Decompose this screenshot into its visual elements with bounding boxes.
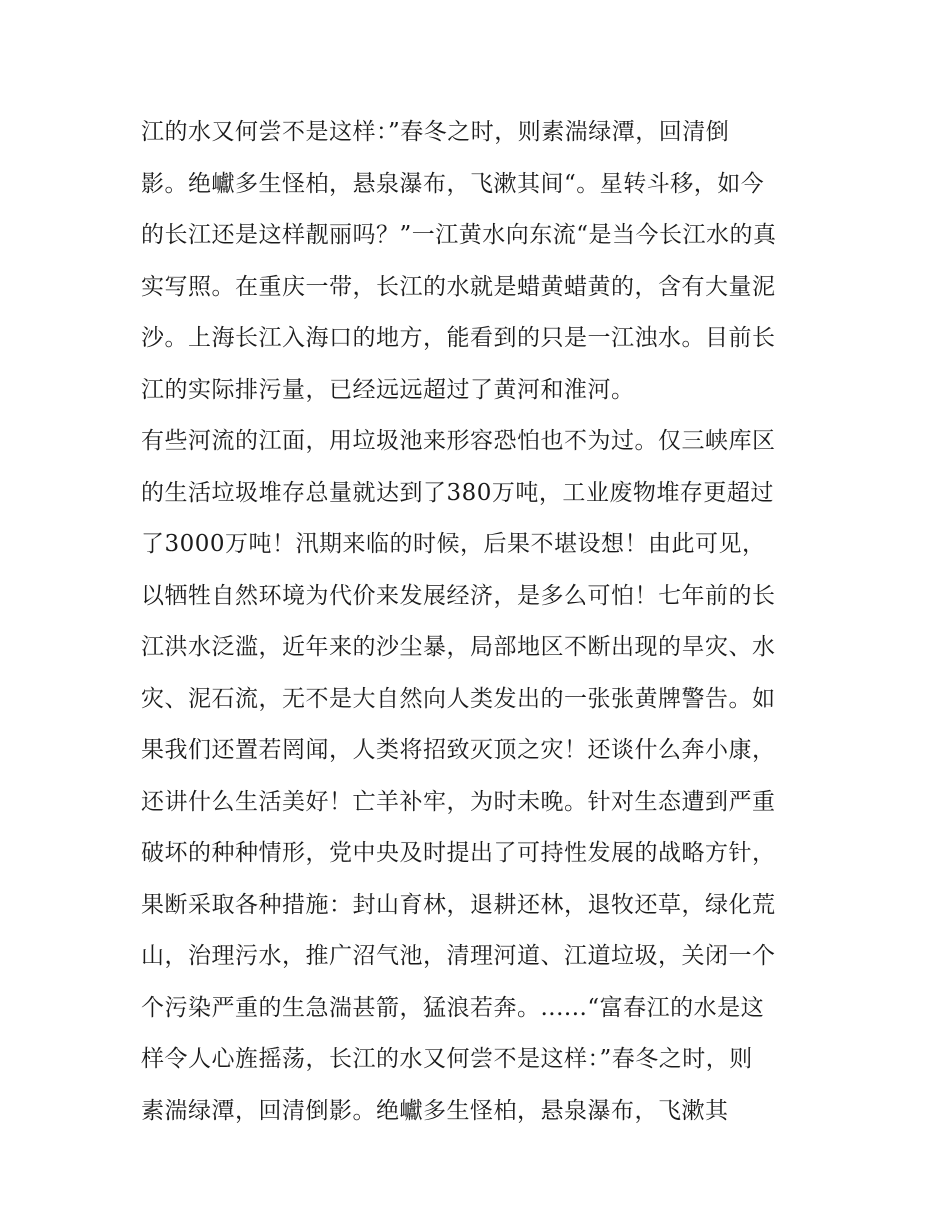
text-line: 样令人心旌摇荡，长江的水又何尝不是这样：”春冬之时，则	[141, 1046, 753, 1072]
text-line: 素湍绿潭，回清倒影。绝巘多生怪柏，悬泉瀑布，飞漱其	[141, 1097, 729, 1124]
text-line: 的长江还是这样靓丽吗？”一江黄水向东流“是当今长江水的真	[141, 222, 777, 248]
text-line: 的生活垃圾堆存总量就达到了380万吨，工业废物堆存更超过	[141, 479, 774, 506]
text-line: 江的水又何尝不是这样：”春冬之时，则素湍绿潭，回清倒	[141, 119, 730, 145]
text-line: 有些河流的江面，用垃圾池来形容恐怕也不为过。仅三峡库区	[141, 428, 776, 454]
text-line: 了3000万吨！汛期来临的时候，后果不堪设想！由此可见，	[141, 531, 766, 557]
text-line: 江的实际排污量，已经远远超过了黄河和淮河。	[141, 376, 635, 403]
text-line: 个污染严重的生急湍甚箭，猛浪若奔。......“富春江的水是这	[141, 994, 765, 1021]
text-line: 还讲什么生活美好！亡羊补牢，为时未晚。针对生态遭到严重	[141, 788, 776, 815]
text-line: 江洪水泛滥，近年来的沙尘暴，局部地区不断出现的旱灾、水	[141, 634, 776, 660]
body-text	[141, 107, 821, 1137]
text-line: 实写照。在重庆一带，长江的水就是蜡黄蜡黄的，含有大量泥	[141, 273, 776, 300]
text-line: 果我们还置若罔闻，人类将招致灭顶之灾！还谈什么奔小康，	[141, 737, 776, 763]
text-line: 山，治理污水，推广沼气池，清理河道、江道垃圾，关闭一个	[141, 943, 776, 969]
text-line: 沙。上海长江入海口的地方，能看到的只是一江浊水。目前长	[141, 325, 776, 351]
text-line: 破坏的种种情形，党中央及时提出了可持性发展的战略方针，	[141, 840, 776, 866]
text-line: 果断采取各种措施：封山育林，退耕还林，退牧还草，绿化荒	[141, 891, 776, 918]
text-line: 以牺牲自然环境为代价来发展经济，是多么可怕！七年前的长	[141, 582, 776, 609]
text-line: 灾、泥石流，无不是大自然向人类发出的一张张黄牌警告。如	[141, 685, 776, 712]
text-line: 影。绝巘多生怪柏，悬泉瀑布，飞漱其间“。星转斗移，如今	[141, 170, 765, 197]
